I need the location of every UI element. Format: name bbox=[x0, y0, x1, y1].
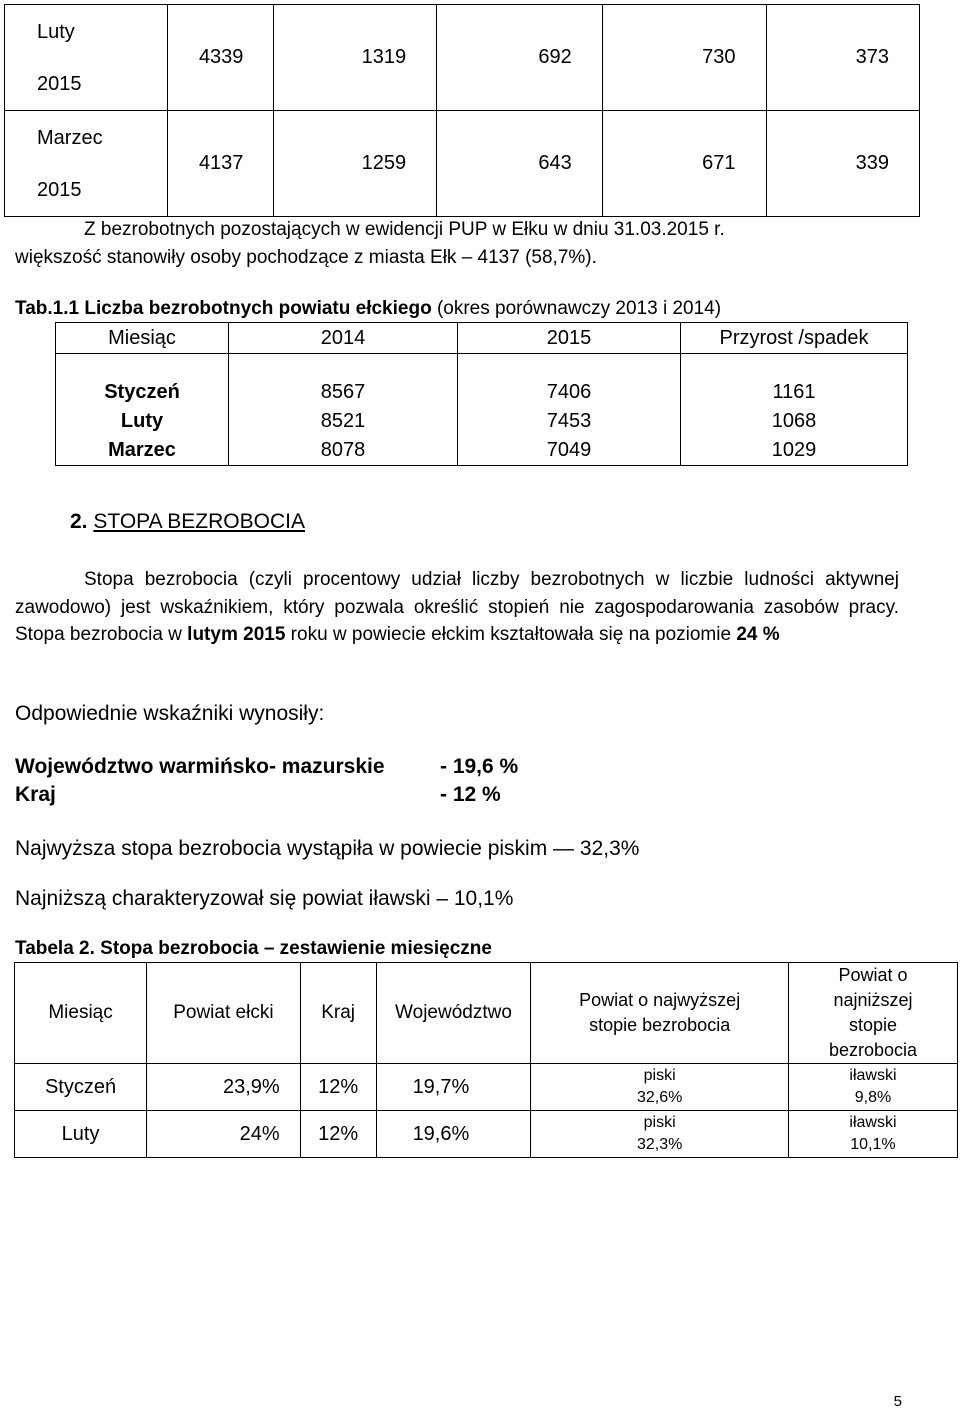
section-title: STOPA BEZROBOCIA bbox=[93, 510, 305, 533]
table-cell: 730 bbox=[602, 5, 766, 111]
highlight-rate: 24 % bbox=[736, 624, 780, 645]
row-label-month: Luty bbox=[37, 20, 75, 43]
table-cell: 1319 bbox=[274, 5, 437, 111]
table-row bbox=[15, 1064, 958, 1111]
table-cell: 4339 bbox=[168, 5, 274, 111]
table-cell bbox=[531, 1111, 789, 1158]
table-cell: Styczeń bbox=[56, 378, 229, 407]
column-header: Województwo bbox=[376, 963, 531, 1064]
table-cell: 339 bbox=[766, 111, 919, 217]
table-cell bbox=[788, 1064, 957, 1111]
table-cell: Luty bbox=[15, 1111, 147, 1158]
paragraph-line: Z bezrobotnych pozostających w ewidencji PUP w Ełku w dniu 31.03.2015 r. bbox=[84, 219, 725, 240]
monthly-breakdown-table bbox=[4, 4, 920, 217]
voivodeship-value: - 19,6 % bbox=[440, 755, 519, 778]
column-header: Powiat o najwyższej stopie bezrobocia bbox=[531, 963, 789, 1064]
column-header: Miesiąc bbox=[56, 323, 229, 354]
county-rate: 10,1% bbox=[850, 1136, 896, 1153]
lowest-rate-line: Najniższą charakteryzował się powiat iławski – 10,1% bbox=[15, 887, 514, 910]
county-rate: 32,6% bbox=[636, 1089, 683, 1106]
indicators-intro: Odpowiednie wskaźniki wynosiły: bbox=[15, 702, 325, 725]
table-cell: 1029 bbox=[681, 436, 908, 466]
unemployment-comparison-table bbox=[55, 322, 908, 466]
page-number: 5 bbox=[893, 1393, 902, 1410]
table-cell: 12% bbox=[300, 1064, 376, 1111]
county-rate: 32,3% bbox=[636, 1136, 683, 1153]
section-heading bbox=[70, 510, 305, 534]
table-cell: 12% bbox=[300, 1111, 376, 1158]
column-header: 2015 bbox=[458, 323, 681, 354]
table-row bbox=[56, 378, 908, 407]
table-row bbox=[5, 5, 920, 111]
table-cell: 19,6% bbox=[376, 1111, 531, 1158]
table-cell: 373 bbox=[766, 5, 919, 111]
table-cell: 4137 bbox=[168, 111, 274, 217]
table-cell: 7453 bbox=[458, 407, 681, 436]
paragraph-text: roku w powiecie ełckim kształtowała się na poziomie bbox=[285, 624, 737, 645]
table-caption: Tabela 2. Stopa bezrobocia – zestawienie miesięczne bbox=[15, 938, 492, 959]
table-cell: Luty bbox=[56, 407, 229, 436]
table-cell: 7406 bbox=[458, 378, 681, 407]
column-header: Miesiąc bbox=[15, 963, 147, 1064]
table-row bbox=[56, 407, 908, 436]
county-name: iławski bbox=[849, 1114, 897, 1131]
spacer-row bbox=[56, 354, 908, 379]
column-header: 2014 bbox=[229, 323, 458, 354]
highest-rate-line: Najwyższa stopa bezrobocia wystąpiła w powiecie piskim — 32,3% bbox=[15, 837, 640, 860]
table-cell: 692 bbox=[437, 5, 603, 111]
table-cell: 1161 bbox=[681, 378, 908, 407]
country-value: - 12 % bbox=[440, 783, 501, 806]
paragraph-text: Stopa bezrobocia (czyli procentowy udział liczby bezrobotnych w liczbie ludności aktywnej zawodowo) jest wskaźnikiem, który pozwala określić stopień nie zagospodarowania zasobów pracy. Stopa bezrobocia w bbox=[15, 569, 899, 645]
column-header: Przyrost /spadek bbox=[681, 323, 908, 354]
table-row bbox=[15, 1111, 958, 1158]
table-cell bbox=[788, 1111, 957, 1158]
column-header: Kraj bbox=[300, 963, 376, 1064]
county-name: piski bbox=[643, 1114, 676, 1131]
county-rate: 9,8% bbox=[854, 1089, 892, 1106]
table-cell: 19,7% bbox=[376, 1064, 531, 1111]
table-cell bbox=[531, 1064, 789, 1111]
row-label-month: Marzec bbox=[37, 126, 103, 149]
row-label-year: 2015 bbox=[37, 178, 82, 201]
monthly-rate-table bbox=[14, 962, 958, 1158]
section-number: 2. bbox=[70, 510, 88, 533]
table-cell: 1259 bbox=[274, 111, 437, 217]
caption-number: Tab.1.1 bbox=[15, 298, 80, 319]
table-header-row bbox=[15, 963, 958, 1064]
definition-paragraph bbox=[15, 566, 899, 649]
column-header: Powiat o najniższej stopie bezrobocia bbox=[788, 963, 957, 1064]
table-row bbox=[56, 436, 908, 466]
table-cell: 8078 bbox=[229, 436, 458, 466]
table-cell: 8521 bbox=[229, 407, 458, 436]
row-label-year: 2015 bbox=[37, 72, 82, 95]
table-cell: 643 bbox=[437, 111, 603, 217]
table-cell: 8567 bbox=[229, 378, 458, 407]
table-cell: 7049 bbox=[458, 436, 681, 466]
table-caption bbox=[15, 298, 721, 320]
table-cell: 23,9% bbox=[147, 1064, 301, 1111]
table-cell: 24% bbox=[147, 1111, 301, 1158]
county-name: piski bbox=[643, 1067, 676, 1084]
table-row bbox=[5, 111, 920, 217]
table-cell: Marzec bbox=[56, 436, 229, 466]
row-label bbox=[5, 5, 168, 111]
caption-period: (okres porównawczy 2013 i 2014) bbox=[436, 298, 722, 319]
row-label bbox=[5, 111, 168, 217]
table-cell: 1068 bbox=[681, 407, 908, 436]
table-cell: 671 bbox=[602, 111, 766, 217]
column-header: Powiat ełcki bbox=[147, 963, 301, 1064]
voivodeship-label: Województwo warmińsko- mazurskie bbox=[15, 755, 385, 778]
country-label: Kraj bbox=[15, 783, 56, 806]
highlight-month: lutym 2015 bbox=[187, 624, 286, 645]
caption-title: Liczba bezrobotnych powiatu ełckiego bbox=[84, 298, 432, 319]
table-cell: Styczeń bbox=[15, 1064, 147, 1111]
table-header-row bbox=[56, 323, 908, 354]
paragraph-line: większość stanowiły osoby pochodzące z miasta Ełk – 4137 (58,7%). bbox=[15, 247, 597, 268]
county-name: iławski bbox=[849, 1067, 897, 1084]
